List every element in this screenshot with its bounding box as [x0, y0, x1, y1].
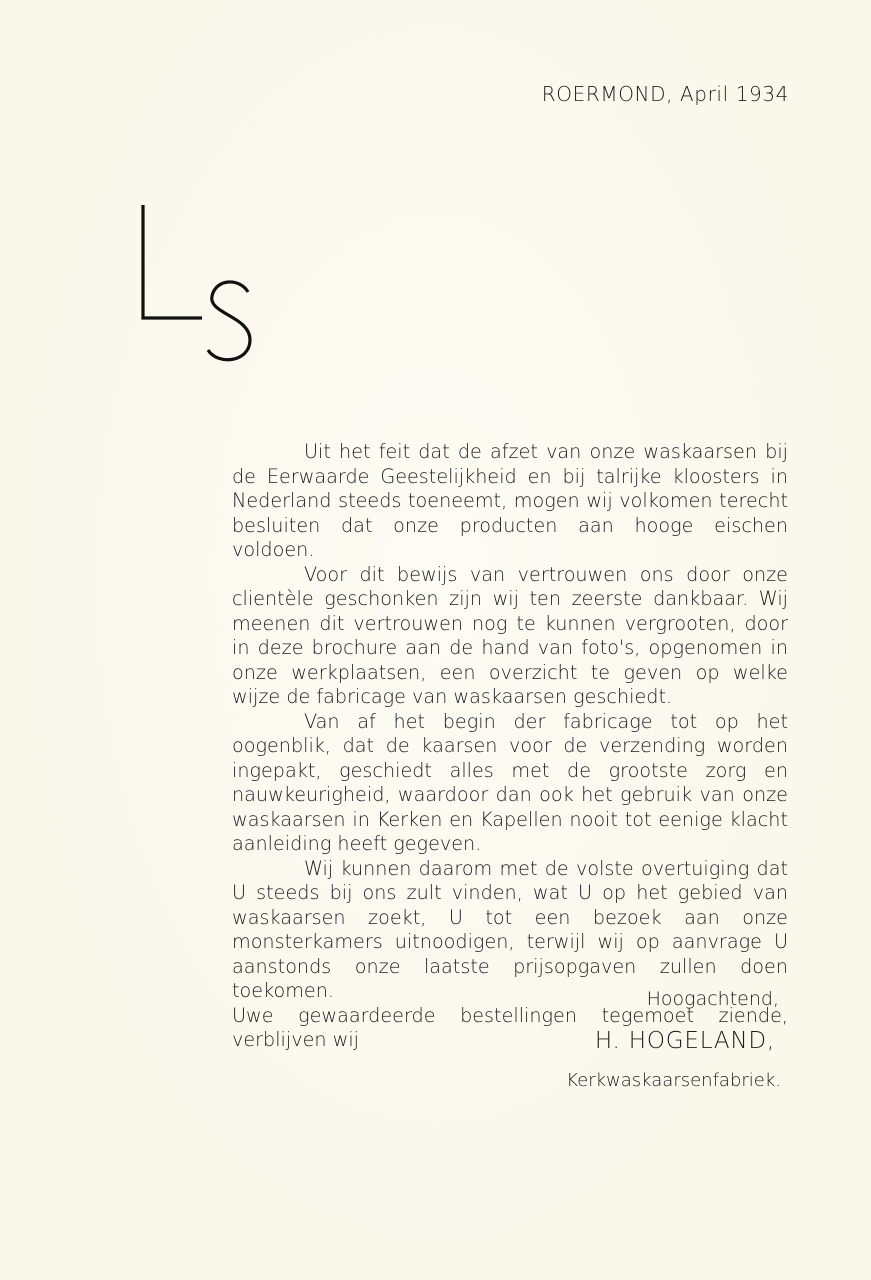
paragraph: Voor dit bewijs van vertrouwen ons door onze clientèle geschonken zijn wij ten zeerste dankbaar. Wij meenen dit vertrouwen nog te kunnen vergrooten, door in deze brochure aan de hand van foto's, opgenomen in onze werkplaatsen, een overzicht te geven op welke wijze de fabricage van waskaarsen geschiedt.	[232, 562, 788, 708]
monogram-letter-s	[208, 282, 250, 360]
company-name: Kerkwaskaarsenfabriek.	[566, 1070, 781, 1091]
ls-monogram	[120, 200, 260, 370]
letter-body	[232, 440, 788, 1053]
closing-greeting: Hoogachtend,	[646, 988, 779, 1010]
paragraph: Van af het begin der fabricage tot op het oogenblik, dat de kaarsen voor de verzending worden ingepakt, geschiedt alles met de grootste zorg en nauwkeurigheid, waardoor dan ook het gebruik van onze waskaarsen in Kerken en Kapellen nooit tot eenige klacht aanleiding heeft gegeven.	[232, 709, 788, 855]
signature-name: H. HOGELAND,	[594, 1028, 775, 1054]
dateline: ROERMOND, April 1934	[541, 82, 789, 106]
paragraph-closing-line: Uwe gewaardeerde bestellingen tegemoet ziende, verblijven wij	[232, 1003, 788, 1051]
paragraph: Wij kunnen daarom met de volste overtuiging dat U steeds bij ons zult vinden, wat U op het gebied van waskaarsen zoekt, U tot een bezoek aan onze monsterkamers uitnoodigen, terwijl wij op aanvrage U aanstonds onze laatste prijsopgaven zullen doen toekomen.	[232, 856, 788, 1002]
paragraph: Uit het feit dat de afzet van onze waskaarsen bij de Eerwaarde Geestelijkheid en bij talrijke kloosters in Nederland steeds toeneemt, mogen wij volkomen terecht besluiten dat onze producten aan hooge eischen voldoen.	[232, 440, 788, 561]
monogram-letter-l	[143, 205, 202, 318]
